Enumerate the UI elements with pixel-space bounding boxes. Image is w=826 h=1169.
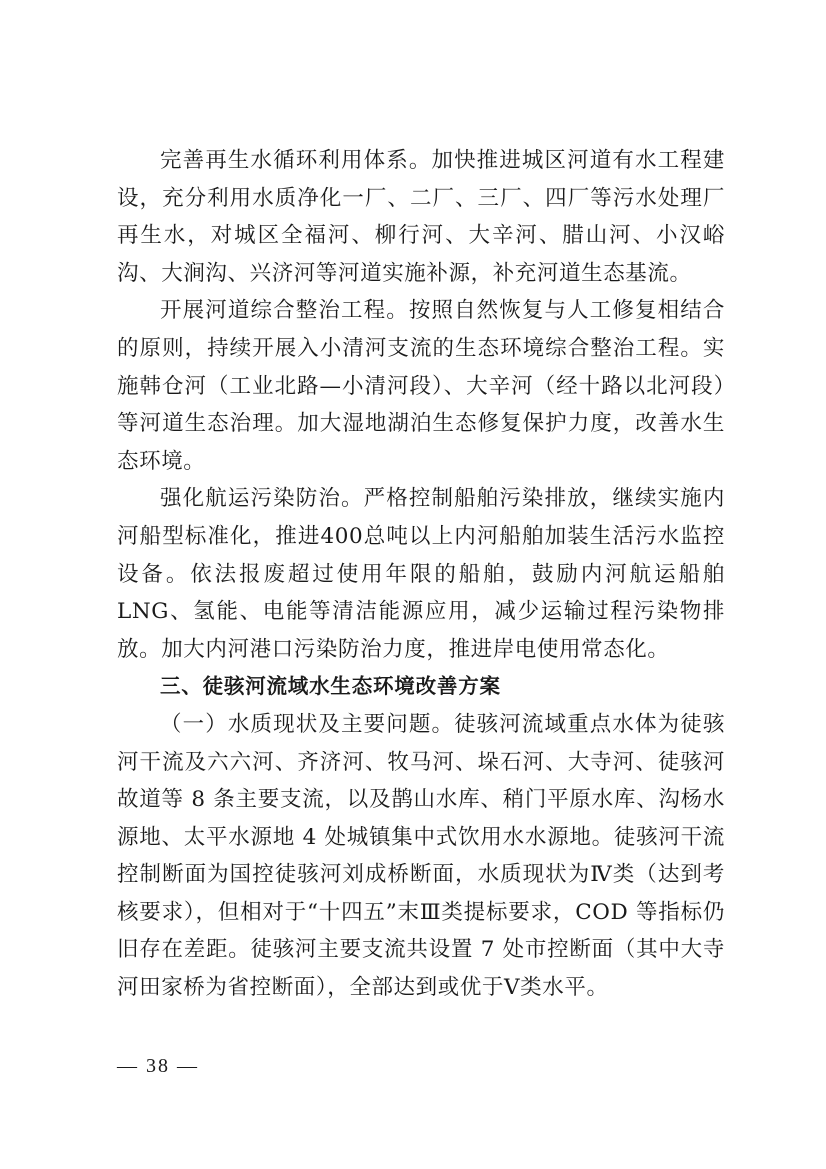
- paragraph-river-remediation: 开展河道综合整治工程。按照自然恢复与人工修复相结合的原则，持续开展入小清河支流的生态环境综合整治工程。实施韩仓河（工业北路—小清河段）、大辛河（经十路以北河段）等河道生态治理。加大湿地湖泊生态修复保护力度，改善水生态环境。: [117, 298, 725, 474]
- paragraph-reclaimed-water: 完善再生水循环利用体系。加快推进城区河道有水工程建设，充分利用水质净化一厂、二厂、三厂、四厂等污水处理厂再生水，对城区全福河、柳行河、大辛河、腊山河、小汉峪沟、大涧沟、兴济河等河道实施补源，补充河道生态基流。: [117, 148, 725, 286]
- paragraph-shipping-pollution: 强化航运污染防治。严格控制船舶污染排放，继续实施内河船型标准化，推进400总吨以上内河船舶加装生活污水监控设备。依法报废超过使用年限的船舶，鼓励内河航运船舶 LNG、氢能、电能等清洁能源应用，减少运输过程污染物排放。加大内河港口污染防治力度，推进岸电使用常态化。: [117, 486, 725, 662]
- page-number: — 38 —: [117, 1055, 199, 1077]
- body-text: [117, 142, 725, 1007]
- section-heading: 三、徒骇河流域水生态环境改善方案: [160, 674, 501, 699]
- paragraph-water-quality-status: （一）水质现状及主要问题。徒骇河流域重点水体为徒骇河干流及六六河、齐济河、牧马河、垛石河、大寺河、徒骇河故道等 8 条主要支流，以及鹊山水库、稍门平原水库、沟杨水源地、太平水源地 4 处城镇集中式饮用水水源地。徒骇河干流控制断面为国控徒骇河刘成桥断面，水质现状为Ⅳ类（达到考核要求），但相对于“十四五”末Ⅲ类提标要求，COD 等指标仍旧存在差距。徒骇河主要支流共设置 7 处市控断面（其中大寺河田家桥为省控断面），全部达到或优于Ⅴ类水平。: [117, 711, 725, 1001]
